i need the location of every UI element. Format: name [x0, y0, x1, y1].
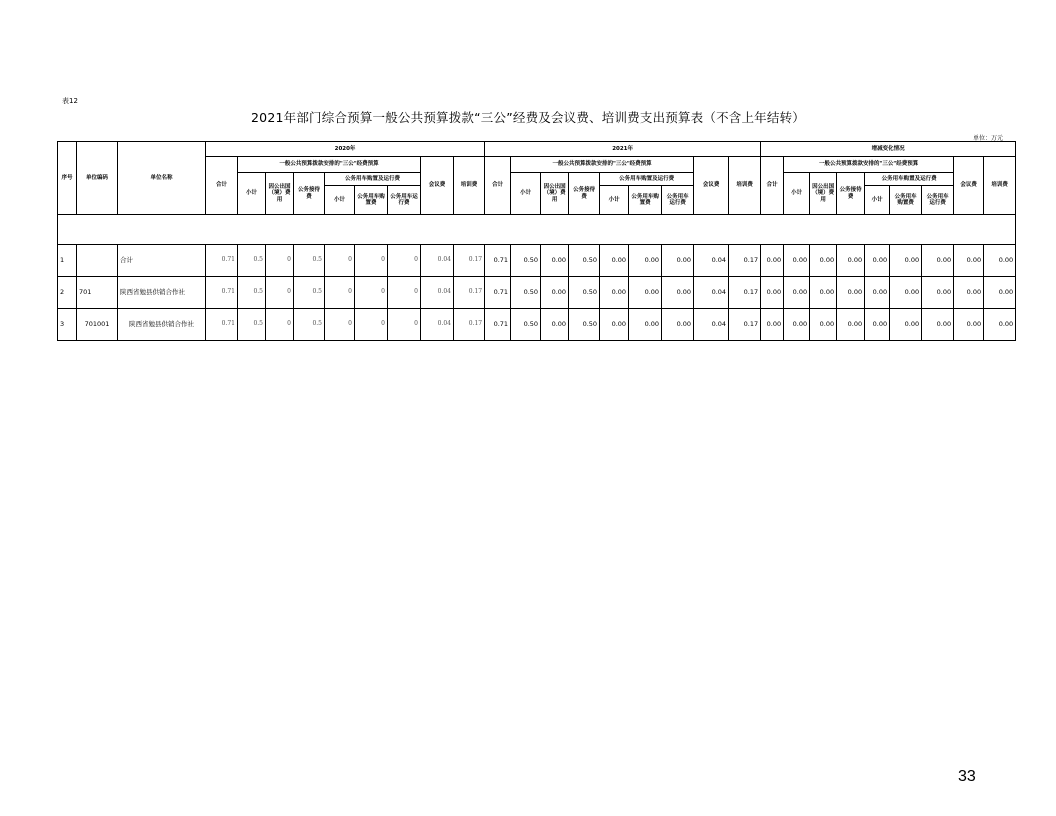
value-cell: 0.00: [865, 245, 890, 277]
value-cell: 0: [388, 309, 421, 341]
value-cell: 0.00: [954, 277, 984, 309]
value-cell: 0.00: [984, 309, 1016, 341]
name-cell: 合计: [118, 245, 206, 277]
page-title: 2021年部门综合预算一般公共预算拨款“三公”经费及会议费、培训费支出预算表（不含上年结转）: [251, 110, 805, 125]
value-cell: 0.17: [454, 245, 485, 277]
value-cell: 0.00: [837, 277, 865, 309]
vehicle-operation-header: 公务用车运行费: [662, 186, 694, 215]
training-header: 培训费: [729, 157, 761, 215]
value-cell: 0.00: [662, 309, 694, 341]
value-cell: 0.00: [810, 277, 837, 309]
sangong-group-header: 一般公共预算拨款安排的"三公"经费预算: [784, 157, 954, 173]
value-cell: 0.00: [810, 309, 837, 341]
vehicle-purchase-header: 公务用车购置费: [629, 186, 662, 215]
value-cell: 0.00: [784, 277, 810, 309]
vehicle-group-header: 公务用车购置及运行费: [600, 173, 694, 186]
value-cell: 0: [325, 245, 355, 277]
value-cell: 0: [325, 277, 355, 309]
value-cell: 0.00: [865, 277, 890, 309]
value-cell: 0.00: [922, 245, 954, 277]
value-cell: 0.71: [485, 309, 511, 341]
value-cell: 0.5: [294, 309, 325, 341]
year-2021-header: 2021年: [485, 142, 761, 157]
value-cell: 0.00: [984, 245, 1016, 277]
unit-label: 单位：万元: [972, 135, 1003, 142]
value-cell: 0.5: [294, 245, 325, 277]
value-cell: 0.00: [761, 277, 784, 309]
value-cell: 0.00: [984, 277, 1016, 309]
meeting-header: 会议费: [421, 157, 454, 215]
value-cell: 0.00: [541, 245, 569, 277]
spacer-row: [58, 215, 1016, 245]
subtotal-header: 小计: [238, 173, 266, 215]
value-cell: 0.00: [890, 245, 922, 277]
value-cell: 0.17: [454, 309, 485, 341]
value-cell: 0.50: [511, 245, 541, 277]
value-cell: 0.50: [569, 309, 600, 341]
code-cell: [77, 245, 118, 277]
value-cell: 0.00: [761, 245, 784, 277]
value-cell: 0.00: [600, 245, 629, 277]
value-cell: 0.00: [810, 245, 837, 277]
seq-cell: 3: [58, 309, 77, 341]
meeting-header: 会议费: [954, 157, 984, 215]
value-cell: 0: [266, 277, 294, 309]
value-cell: 0.50: [511, 309, 541, 341]
value-cell: 0.00: [761, 309, 784, 341]
value-cell: 0.00: [890, 277, 922, 309]
value-cell: 0.04: [421, 309, 454, 341]
total-header: 合计: [761, 157, 784, 215]
header-row-years: [58, 142, 1016, 157]
value-cell: 0.50: [511, 277, 541, 309]
value-cell: 0.00: [954, 309, 984, 341]
value-cell: 0.00: [629, 245, 662, 277]
name-cell: 陕西省勉县供销合作社: [118, 277, 206, 309]
value-cell: 0: [355, 277, 388, 309]
value-cell: 0.71: [206, 245, 238, 277]
total-header: 合计: [206, 157, 238, 215]
table-row: [58, 277, 1016, 309]
table-id: 表12: [62, 97, 78, 105]
value-cell: 0.04: [694, 245, 729, 277]
vehicle-purchase-header: 公务用车购置费: [890, 186, 922, 215]
seq-cell: 2: [58, 277, 77, 309]
change-header: 增减变化情况: [761, 142, 1016, 157]
table-row: [58, 245, 1016, 277]
value-cell: 0.17: [729, 277, 761, 309]
value-cell: 0.00: [629, 309, 662, 341]
vehicle-subtotal-header: 小计: [325, 186, 355, 215]
abroad-header: 因公出国（境）费用: [810, 173, 837, 215]
value-cell: 0.00: [865, 309, 890, 341]
value-cell: 0.00: [954, 245, 984, 277]
subtotal-header: 小计: [511, 173, 541, 215]
value-cell: 0.17: [454, 277, 485, 309]
name-header: 单位名称: [118, 142, 206, 215]
value-cell: 0.00: [837, 309, 865, 341]
sangong-group-header: 一般公共预算拨款安排的"三公"经费预算: [511, 157, 694, 173]
value-cell: 0.71: [485, 245, 511, 277]
year-2020-header: 2020年: [206, 142, 485, 157]
code-header: 单位编码: [77, 142, 118, 215]
value-cell: 0.5: [238, 309, 266, 341]
value-cell: 0: [266, 245, 294, 277]
value-cell: 0: [266, 309, 294, 341]
vehicle-purchase-header: 公务用车购置费: [355, 186, 388, 215]
subtotal-header: 小计: [784, 173, 810, 215]
seq-header: 序号: [58, 142, 77, 215]
page-number: 33: [958, 768, 976, 785]
value-cell: 0.71: [485, 277, 511, 309]
value-cell: 0.00: [541, 277, 569, 309]
vehicle-subtotal-header: 小计: [865, 186, 890, 215]
value-cell: 0.04: [694, 309, 729, 341]
value-cell: 0.00: [922, 277, 954, 309]
seq-cell: 1: [58, 245, 77, 277]
budget-table: [57, 141, 1016, 341]
value-cell: 0.00: [784, 309, 810, 341]
value-cell: 0.00: [837, 245, 865, 277]
abroad-header: 因公出国（境）费用: [266, 173, 294, 215]
vehicle-operation-header: 公务用车运行费: [388, 186, 421, 215]
value-cell: 0.50: [569, 245, 600, 277]
name-cell: 陕西省勉县供销合作社: [118, 309, 206, 341]
value-cell: 0.04: [421, 245, 454, 277]
vehicle-subtotal-header: 小计: [600, 186, 629, 215]
value-cell: 0.04: [694, 277, 729, 309]
value-cell: 0: [325, 309, 355, 341]
training-header: 培训费: [454, 157, 485, 215]
reception-header: 公务接待费: [569, 173, 600, 215]
value-cell: 0.00: [890, 309, 922, 341]
value-cell: 0.00: [922, 309, 954, 341]
vehicle-group-header: 公务用车购置及运行费: [325, 173, 421, 186]
reception-header: 公务接待费: [294, 173, 325, 215]
meeting-header: 会议费: [694, 157, 729, 215]
value-cell: 0.50: [569, 277, 600, 309]
vehicle-operation-header: 公务用车运行费: [922, 186, 954, 215]
value-cell: 0.00: [629, 277, 662, 309]
vehicle-group-header: 公务用车购置及运行费: [865, 173, 954, 186]
value-cell: 0.5: [238, 277, 266, 309]
value-cell: 0: [355, 245, 388, 277]
value-cell: 0.00: [662, 277, 694, 309]
code-cell: 701001: [77, 309, 118, 341]
value-cell: 0.00: [784, 245, 810, 277]
value-cell: 0.17: [729, 309, 761, 341]
value-cell: 0.71: [206, 309, 238, 341]
value-cell: 0.00: [541, 309, 569, 341]
reception-header: 公务接待费: [837, 173, 865, 215]
code-cell: 701: [77, 277, 118, 309]
value-cell: 0.04: [421, 277, 454, 309]
abroad-header: 因公出国（境）费用: [541, 173, 569, 215]
value-cell: 0.17: [729, 245, 761, 277]
table-row: [58, 309, 1016, 341]
value-cell: 0: [388, 277, 421, 309]
value-cell: 0: [388, 245, 421, 277]
value-cell: 0.00: [600, 277, 629, 309]
training-header: 培训费: [984, 157, 1016, 215]
value-cell: 0.5: [294, 277, 325, 309]
value-cell: 0.00: [662, 245, 694, 277]
sangong-group-header: 一般公共预算拨款安排的"三公"经费预算: [238, 157, 421, 173]
value-cell: 0.71: [206, 277, 238, 309]
value-cell: 0.00: [600, 309, 629, 341]
total-header: 合计: [485, 157, 511, 215]
value-cell: 0: [355, 309, 388, 341]
value-cell: 0.5: [238, 245, 266, 277]
